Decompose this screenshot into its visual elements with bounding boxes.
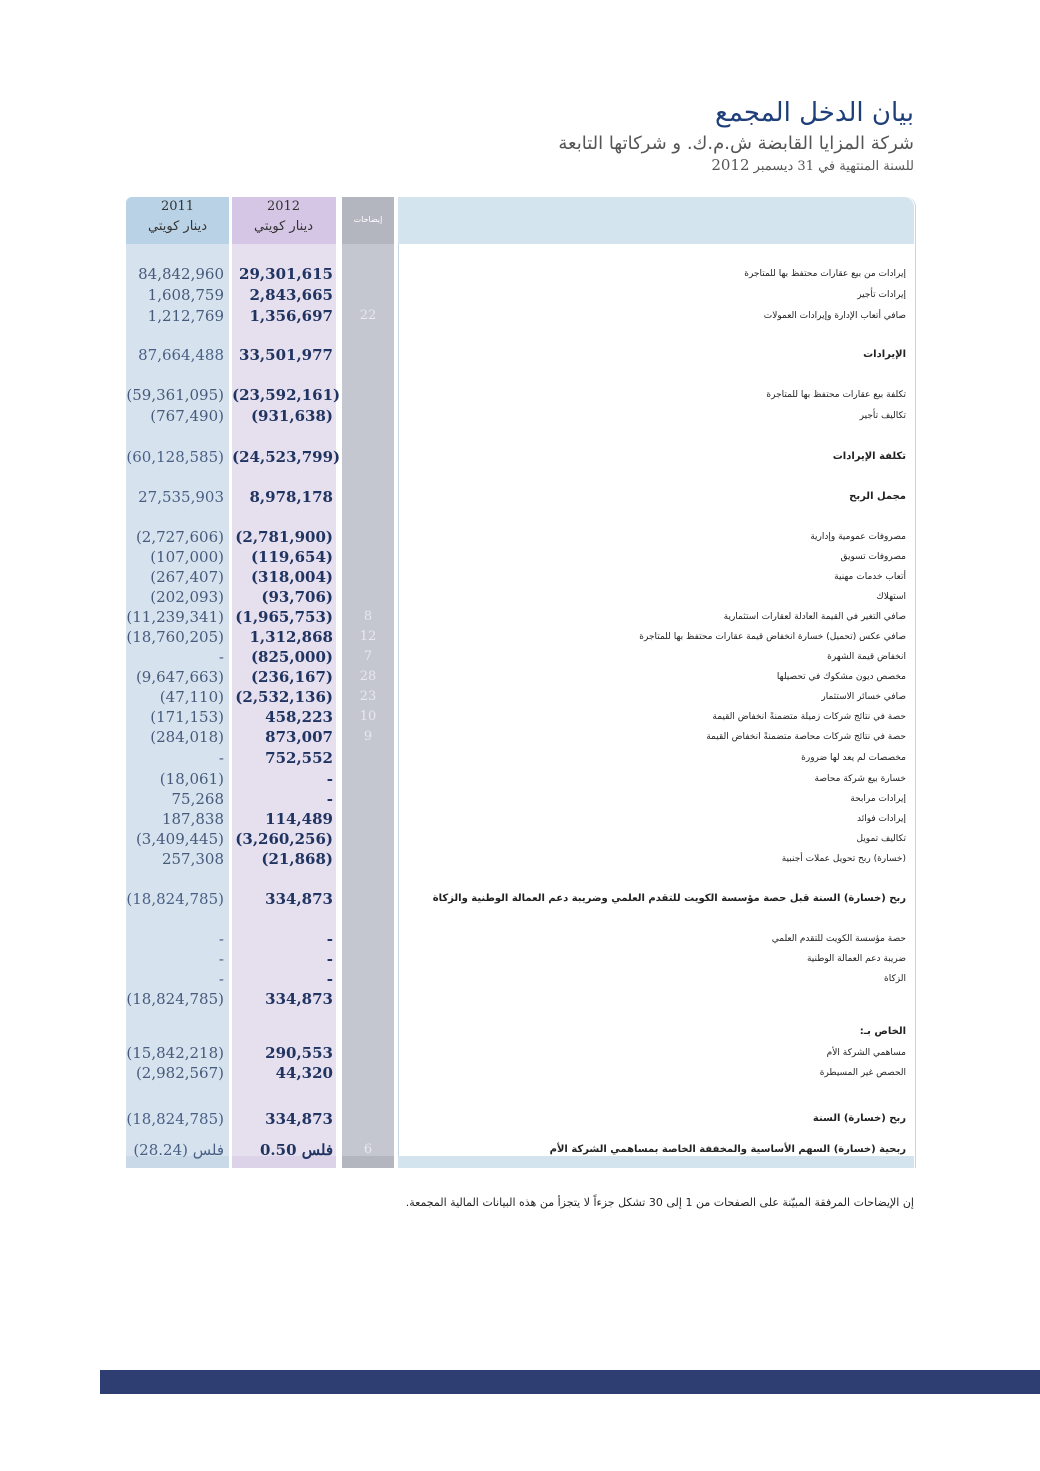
bottom-bar: [100, 1370, 1040, 1394]
table-row: [126, 687, 914, 707]
line-item-description: انخفاض قيمة الشهرة: [827, 652, 906, 662]
table-row: [126, 1063, 914, 1083]
table-row: [126, 707, 914, 727]
table-row: [126, 264, 914, 284]
line-item-description: مساهمي الشركة الأم: [826, 1048, 906, 1058]
value-2011: -: [218, 648, 224, 666]
value-2012: 8,978,178: [249, 488, 333, 506]
table-row: [126, 406, 914, 426]
value-2011: (59,361,095): [126, 386, 224, 404]
table-row: [126, 989, 914, 1009]
value-2012: -: [326, 930, 333, 948]
line-item-description: صافي التغير في القيمة العادلة لعقارات استثمارية: [723, 612, 906, 622]
line-item-description: صافي عكس (تحميل) خسارة انخفاض قيمة عقارات محتفظ بها للمتاجرة: [639, 632, 906, 642]
value-2011: (11,239,341): [126, 608, 224, 626]
table-row: [126, 547, 914, 567]
value-2012: -: [326, 970, 333, 988]
value-2012: (119,654): [250, 548, 333, 566]
table-row: [126, 627, 914, 647]
note-ref: 10: [359, 709, 377, 724]
line-item-description: تكاليف تأجير: [859, 411, 906, 421]
company-name: شركة المزايا القابضة ش.م.ك. و شركاتها التابعة: [558, 133, 914, 154]
table-row: [126, 949, 914, 969]
table-row: [126, 969, 914, 989]
line-item-description: الإيرادات: [863, 349, 906, 360]
line-item-description: تكلفة بيع عقارات محتفظ بها للمتاجرة: [766, 390, 906, 400]
period-label: للسنة المنتهية في 31 ديسمبر: [753, 159, 914, 174]
value-2011: (202,093): [150, 588, 224, 606]
value-2011: (18,824,785): [126, 890, 224, 908]
value-2012: -: [326, 770, 333, 788]
income-statement-table: [126, 197, 914, 1168]
table-row: [126, 1109, 914, 1129]
value-2011: (3,409,445): [135, 830, 224, 848]
value-2012: 458,223: [265, 708, 333, 726]
value-2012: 752,552: [265, 749, 333, 767]
line-item-description: استهلاك: [876, 592, 906, 602]
value-2012: 334,873: [265, 1110, 333, 1128]
table-row: [126, 607, 914, 627]
table-row: [126, 789, 914, 809]
table-row: [126, 527, 914, 547]
value-2012: 0.50 فلس: [259, 1141, 333, 1159]
line-item-description: ربح (خسارة) السنة: [812, 1113, 906, 1124]
line-item-description: مصروفات عمومية وإدارية: [810, 532, 906, 542]
value-2012: (825,000): [250, 648, 333, 666]
value-2011: (267,407): [150, 568, 224, 586]
table-row: [126, 306, 914, 326]
table-row: [126, 567, 914, 587]
value-2012: (931,638): [250, 407, 333, 425]
value-2012: 1,312,868: [249, 628, 333, 646]
table-row: [126, 1140, 914, 1160]
line-item-description: إيرادات مرابحة: [850, 794, 906, 804]
value-2012: (24,523,799): [232, 448, 341, 466]
period-line: [294, 156, 914, 176]
table-row: [126, 487, 914, 507]
year-2012-header: 2012: [266, 199, 301, 214]
value-2012: -: [326, 950, 333, 968]
notes-header: إيضاحات: [353, 215, 383, 224]
table-row: [126, 385, 914, 405]
line-item-description: صافي خسائر الاستثمار: [821, 692, 906, 702]
value-2012: (93,706): [261, 588, 333, 606]
year-2011-header: 2011: [160, 199, 195, 214]
value-2011: 87,664,488: [138, 346, 224, 364]
table-row: [126, 849, 914, 869]
value-2011: (47,110): [159, 688, 224, 706]
value-2012: (2,532,136): [235, 688, 333, 706]
value-2011: (18,824,785): [126, 1110, 224, 1128]
line-item-description: مجمل الربح: [849, 491, 906, 502]
table-row: [126, 587, 914, 607]
note-ref: 9: [363, 729, 373, 744]
table-row: [126, 829, 914, 849]
value-2011: 84,842,960: [138, 265, 224, 283]
value-2011: 257,308: [161, 850, 224, 868]
line-item-description: إيرادات تأجير: [857, 290, 906, 300]
value-2011: (9,647,663): [135, 668, 224, 686]
value-2012: 44,320: [275, 1064, 333, 1082]
note-ref: 8: [363, 609, 373, 624]
value-2012: (21,868): [261, 850, 333, 868]
value-2012: (2,781,900): [235, 528, 333, 546]
line-item-description: إيرادات فوائد: [857, 814, 906, 824]
value-2011: (2,727,606): [135, 528, 224, 546]
value-2012: 33,501,977: [239, 346, 333, 364]
value-2011: (15,842,218): [126, 1044, 224, 1062]
table-row: [126, 1043, 914, 1063]
note-ref: 23: [359, 689, 377, 704]
footnote: إن الإيضاحات المرفقة المبيّنة على الصفحات من 1 إلى 30 تشكل جزءاً لا يتجزأ من هذه البيانات المالية المجمعة.: [405, 1196, 914, 1209]
line-item-description: حصة في نتائج شركات محاصة متضمنةً انخفاض القيمة: [706, 732, 906, 742]
table-row: [126, 769, 914, 789]
line-item-description: الحصص غير المسيطرة: [819, 1068, 906, 1078]
note-ref: 6: [363, 1142, 373, 1157]
value-2011: -: [218, 970, 224, 988]
statement-header: [294, 96, 914, 176]
line-item-description: ربحية (خسارة) السهم الأساسية والمخففة الخاصة بمساهمي الشركة الأم: [549, 1144, 906, 1155]
value-2012: (23,592,161): [232, 386, 341, 404]
page-title: بيان الدخل المجمع: [714, 98, 914, 128]
value-2011: -: [218, 950, 224, 968]
table-row: [126, 285, 914, 305]
table-row: [126, 1022, 914, 1042]
currency-2011-header: دينار كويتي: [148, 219, 207, 234]
table-row: [126, 447, 914, 467]
value-2011: 187,838: [161, 810, 224, 828]
value-2011: (18,061): [159, 770, 224, 788]
value-2012: (3,260,256): [235, 830, 333, 848]
value-2011: (171,153): [150, 708, 224, 726]
value-2012: 1,356,697: [249, 307, 333, 325]
value-2012: 334,873: [265, 990, 333, 1008]
table-row: [126, 889, 914, 909]
value-2012: 29,301,615: [239, 265, 333, 283]
value-2011: (767,490): [150, 407, 224, 425]
currency-2012-header: دينار كويتي: [254, 219, 313, 234]
line-item-description: الزكاة: [884, 974, 906, 984]
table-row: [126, 345, 914, 365]
value-2011: -: [218, 749, 224, 767]
table-row: [126, 929, 914, 949]
line-item-description: مخصصات لم يعد لها ضرورة: [801, 753, 906, 763]
value-2011: 1,212,769: [147, 307, 224, 325]
line-item-description: حصة مؤسسة الكويت للتقدم العلمي: [771, 934, 906, 944]
value-2012: -: [326, 790, 333, 808]
line-item-description: حصة في نتائج شركات زميلة متضمنةً انخفاض القيمة: [712, 712, 906, 722]
line-item-description: تكلفة الإيرادات: [832, 451, 906, 462]
value-2011: 1,608,759: [147, 286, 224, 304]
value-2012: (236,167): [250, 668, 333, 686]
value-2011: (107,000): [150, 548, 224, 566]
note-ref: 12: [359, 629, 377, 644]
value-2011: (60,128,585): [126, 448, 224, 466]
value-2012: 873,007: [265, 728, 333, 746]
line-item-description: ضريبة دعم العمالة الوطنية: [806, 954, 906, 964]
header-band-description: [398, 197, 914, 244]
value-2011: -: [218, 930, 224, 948]
line-item-description: مخصص ديون مشكوك في تحصيلها: [776, 672, 906, 682]
line-item-description: صافي أتعاب الإدارة وإيرادات العمولات: [763, 311, 906, 321]
value-2011: (28.24) فلس: [133, 1141, 224, 1159]
value-2011: 27,535,903: [138, 488, 224, 506]
line-item-description: ربح (خسارة) السنة قبل حصة مؤسسة الكويت للتقدم العلمي وضريبة دعم العمالة الوطنية والزكاة: [432, 893, 906, 904]
value-2012: 2,843,665: [249, 286, 333, 304]
value-2012: 114,489: [265, 810, 333, 828]
line-item-description: الخاص بـ:: [859, 1026, 906, 1037]
period-year: 2012: [711, 156, 750, 174]
line-item-description: مصروفات تسويق: [840, 552, 906, 562]
value-2012: (318,004): [250, 568, 333, 586]
note-ref: 22: [359, 308, 377, 323]
table-row: [126, 727, 914, 747]
line-item-description: (خسارة) ربح تحويل عملات أجنبية: [781, 854, 906, 864]
value-2011: 75,268: [171, 790, 224, 808]
value-2011: (284,018): [150, 728, 224, 746]
line-item-description: خسارة بيع شركة محاصة: [814, 774, 906, 784]
value-2012: 290,553: [265, 1044, 333, 1062]
value-2012: 334,873: [265, 890, 333, 908]
table-row: [126, 809, 914, 829]
line-item-description: أتعاب خدمات مهنية: [834, 572, 906, 582]
line-item-description: تكاليف تمويل: [856, 834, 906, 844]
note-ref: 28: [359, 669, 377, 684]
value-2011: (18,760,205): [126, 628, 224, 646]
line-item-description: إيرادات من بيع عقارات محتفظ بها للمتاجرة: [744, 269, 906, 279]
value-2012: (1,965,753): [235, 608, 333, 626]
table-row: [126, 748, 914, 768]
value-2011: (18,824,785): [126, 990, 224, 1008]
table-row: [126, 667, 914, 687]
note-ref: 7: [363, 649, 373, 664]
value-2011: (2,982,567): [135, 1064, 224, 1082]
table-row: [126, 647, 914, 667]
